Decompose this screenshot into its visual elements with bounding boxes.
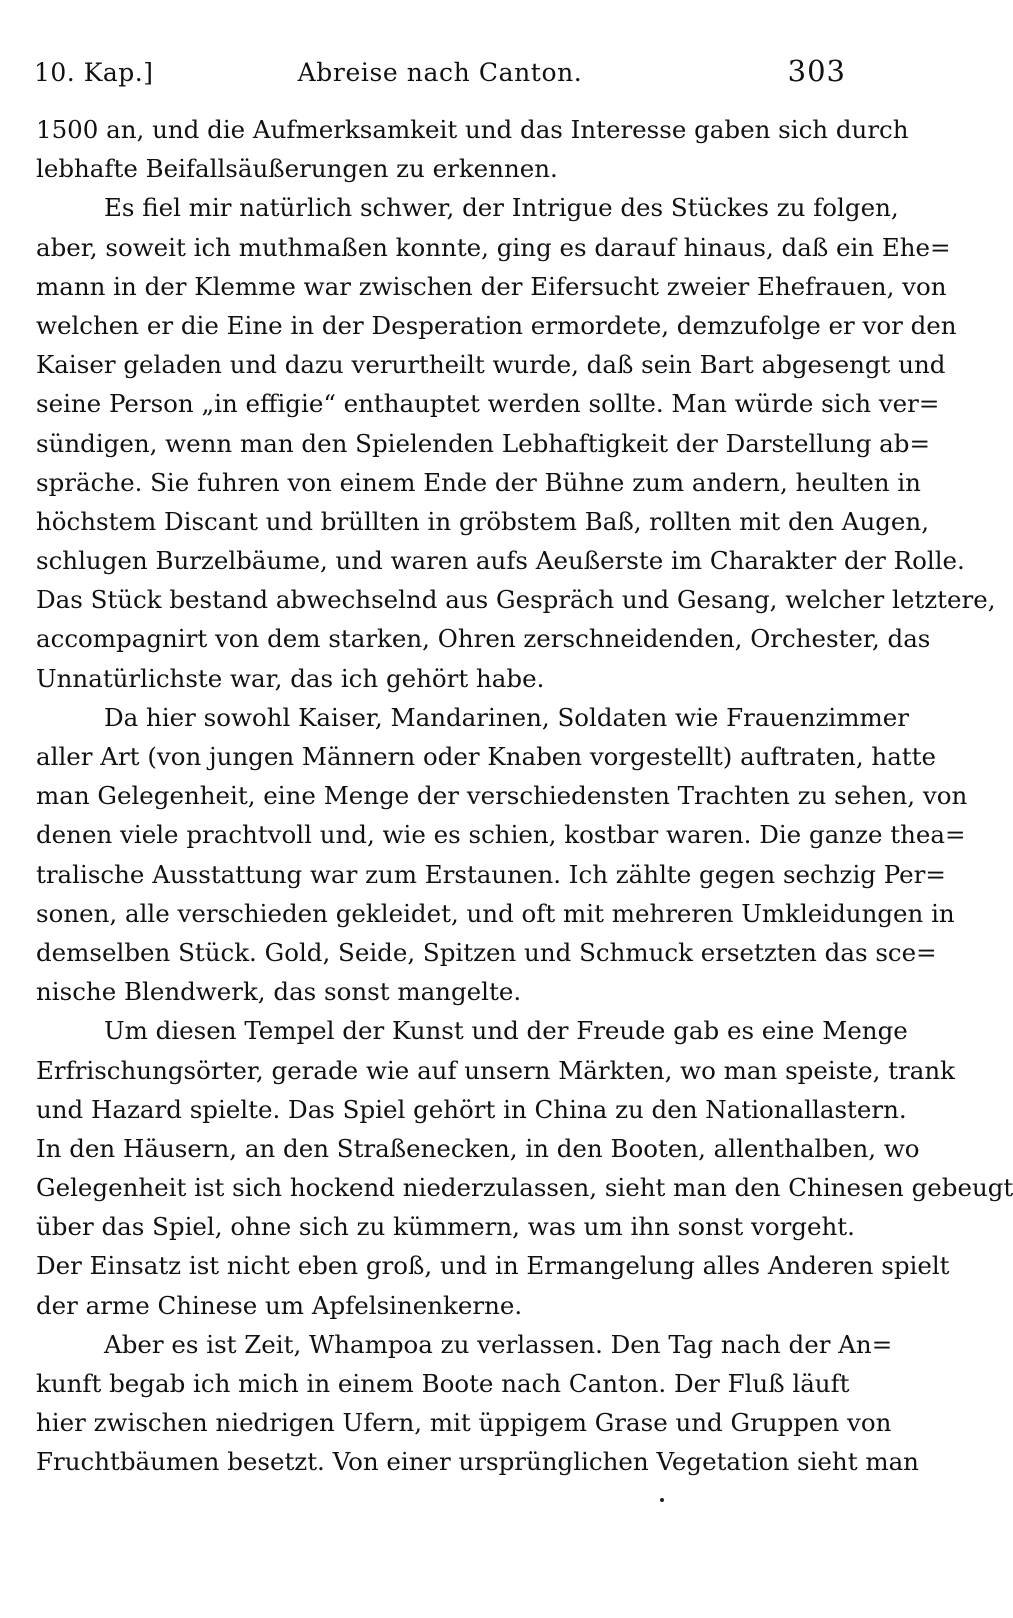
- print-speck: [660, 1498, 664, 1502]
- text-line: der arme Chinese um Apfelsinenkerne.: [36, 1290, 523, 1320]
- text-line: 1500 an, und die Aufmerksamkeit und das Interesse gaben sich durch: [36, 115, 909, 144]
- text-line: hier zwischen niedrigen Ufern, mit üppigem Grase und Gruppen von: [36, 1408, 892, 1438]
- text-line: Gelegenheit ist sich hockend niederzulassen, sieht man den Chinesen gebeugt: [36, 1173, 1013, 1203]
- text-line: tralische Ausstattung war zum Erstaunen. Ich zählte gegen sechzig Per=: [36, 859, 946, 889]
- text-line: Kaiser geladen und dazu verurtheilt wurde, daß sein Bart abgesengt und: [36, 350, 946, 380]
- text-line: aber, soweit ich muthmaßen konnte, ging es darauf hinaus, daß ein Ehe=: [36, 232, 951, 262]
- text-line: mann in der Klemme war zwischen der Eifersucht zweier Ehefrauen, von: [36, 271, 947, 301]
- running-header: [34, 52, 846, 96]
- text-line: und Hazard spielte. Das Spiel gehört in China zu den Nationallastern.: [36, 1094, 907, 1124]
- text-line: kunft begab ich mich in einem Boote nach Canton. Der Fluß läuft: [36, 1369, 850, 1398]
- text-line: denen viele prachtvoll und, wie es schien, kostbar waren. Die ganze thea=: [36, 820, 966, 850]
- text-line: höchstem Discant und brüllten in gröbstem Baß, rollten mit den Augen,: [36, 506, 929, 536]
- text-line: seine Person „in effigie“ enthauptet werden sollte. Man würde sich ver=: [36, 389, 940, 419]
- text-line: Erfrischungsörter, gerade wie auf unsern Märkten, wo man speiste, trank: [36, 1055, 955, 1085]
- text-line: Es fiel mir natürlich schwer, der Intrigue des Stückes zu folgen,: [104, 193, 899, 223]
- page-number: 303: [787, 54, 846, 88]
- text-line: accompagnirt von dem starken, Ohren zerschneidenden, Orchester, das: [36, 624, 931, 654]
- text-line: über das Spiel, ohne sich zu kümmern, was um ihn sonst vorgeht.: [36, 1212, 855, 1242]
- chapter-reference: 10. Kap.]: [34, 58, 154, 87]
- paragraph: [36, 188, 996, 697]
- text-line: demselben Stück. Gold, Seide, Spitzen und Schmuck ersetzten das sce=: [36, 937, 937, 967]
- text-line: In den Häusern, an den Straßenecken, in den Booten, allenthalben, wo: [36, 1133, 920, 1163]
- body-text: [36, 110, 1013, 1482]
- text-line: aller Art (von jungen Männern oder Knaben vorgestellt) auftraten, hatte: [36, 742, 936, 771]
- text-line: sündigen, wenn man den Spielenden Lebhaftigkeit der Darstellung ab=: [36, 428, 930, 458]
- paragraph: [36, 1011, 1013, 1325]
- text-line: Aber es ist Zeit, Whampoa zu verlassen. Den Tag nach der An=: [104, 1329, 893, 1359]
- text-line: Das Stück bestand abwechselnd aus Gespräch und Gesang, welcher letztere,: [36, 585, 996, 615]
- text-line: schlugen Burzelbäume, und waren aufs Aeußerste im Charakter der Rolle.: [36, 546, 965, 576]
- text-line: man Gelegenheit, eine Menge der verschiedensten Trachten zu sehen, von: [36, 781, 968, 811]
- text-line: welchen er die Eine in der Desperation ermordete, demzufolge er vor den: [36, 310, 957, 340]
- text-line: sonen, alle verschieden gekleidet, und oft mit mehreren Umkleidungen in: [36, 898, 955, 928]
- text-line: Fruchtbäumen besetzt. Von einer ursprünglichen Vegetation sieht man: [36, 1447, 919, 1477]
- text-line: Der Einsatz ist nicht eben groß, und in Ermangelung alles Anderen spielt: [36, 1251, 950, 1281]
- text-line: spräche. Sie fuhren von einem Ende der Bühne zum andern, heulten in: [36, 467, 921, 497]
- text-line: Um diesen Tempel der Kunst und der Freude gab es eine Menge: [104, 1016, 908, 1046]
- paragraph: [36, 110, 909, 188]
- text-line: Da hier sowohl Kaiser, Mandarinen, Soldaten wie Frauenzimmer: [104, 702, 909, 732]
- text-line: Unnatürlichste war, das ich gehört habe.: [36, 663, 545, 693]
- text-line: nische Blendwerk, das sonst mangelte.: [36, 977, 522, 1007]
- running-title: Abreise nach Canton.: [297, 58, 583, 87]
- text-line: lebhafte Beifallsäußerungen zu erkennen.: [36, 154, 558, 184]
- paragraph: [36, 698, 968, 1012]
- paragraph: [36, 1325, 919, 1482]
